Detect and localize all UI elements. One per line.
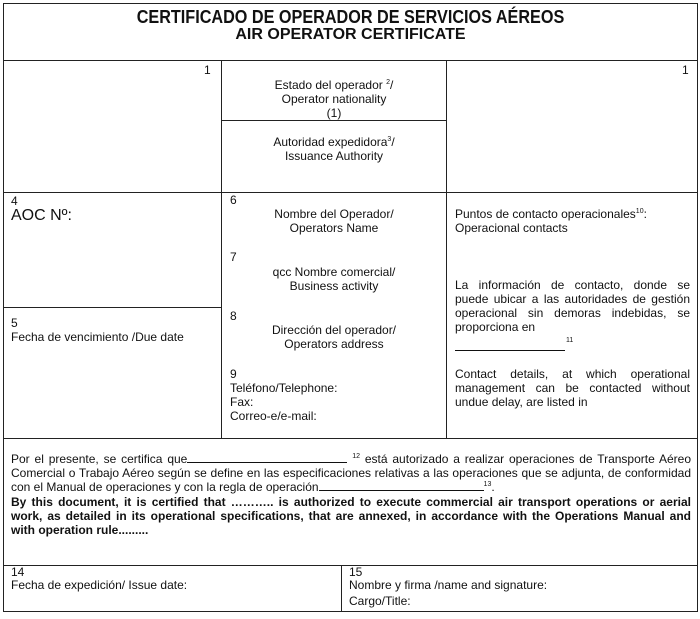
fax-label: Fax: <box>230 395 254 409</box>
business-activity-label: qcc Nombre comercial/ Business activity <box>272 265 396 293</box>
field-number: 1 <box>204 63 211 77</box>
field-number: 7 <box>230 250 237 264</box>
box-1-right <box>446 60 698 193</box>
field-number: 8 <box>230 309 237 323</box>
operational-contacts-label: Puntos de contacto operacionales$^{10}$: Operacional contacts <box>455 207 647 235</box>
contact-reference-line <box>455 336 565 351</box>
field-number: 6 <box>230 193 237 207</box>
email-label: Correo-e/e-mail: <box>230 409 317 423</box>
aoc-number-label: AOC Nº: <box>11 207 72 224</box>
due-date-label: Fecha de vencimiento /Due date <box>11 330 184 344</box>
operator-name-label: Nombre del Operador/ Operators Name <box>274 207 394 235</box>
title-es: CERTIFICADO DE OPERADOR DE SERVICIOS AÉREOS <box>136 7 565 27</box>
title-en: AIR OPERATOR CERTIFICATE <box>235 26 466 43</box>
field-number: 5 <box>11 316 18 330</box>
issue-date-label: Fecha de expedición/ Issue date: <box>11 578 188 592</box>
issuance-authority-label: Autoridad expedidora$^3$/ Issuance Authority <box>273 135 395 163</box>
operator-address-label: Dirección del operador/ Operators address <box>271 323 397 351</box>
field-number: 15 <box>349 565 363 579</box>
contact-info-es: La información de contacto, donde se puede ubicar a las autoridades de gestión operacional sin demoras indebidas, se proporciona en <box>455 278 690 334</box>
box-1-left <box>3 60 222 193</box>
title-label: Cargo/Title: <box>349 594 411 608</box>
operator-nationality-label: Estado del operador $^2$/ Operator nationality (1) <box>274 78 394 120</box>
field-number: 4 <box>11 194 18 208</box>
field-number: 14 <box>11 565 25 579</box>
footnote-11: 11 <box>566 337 574 344</box>
telephone-label: Teléfono/Telephone: <box>230 381 338 395</box>
certification-es: Por el presente, se certifica que $^{12}$ está autorizado a realizar operaciones de Transporte Aéreo Comercial o Trabajo Aéreo según se define en las especificaciones relativas a las operaciones que se adjunta, de conformidad con el Manual de operaciones y con la regla de operación $^{13}$. <box>11 452 691 494</box>
field-number: 9 <box>230 367 237 381</box>
name-signature-label: Nombre y firma /name and signature: <box>349 578 548 592</box>
field-number: 1 <box>682 63 689 77</box>
box-5 <box>3 307 222 439</box>
certification-en: By this document, it is certified that ……….. is authorized to execute commercial air transport operations or aerial work, as detailed in its operational specifications, that are annexed, in accordance with the Operations Manual and with operation rule......... <box>11 495 691 537</box>
contact-info-en: Contact details, at which operational management can be contacted without undue delay, are listed in <box>455 367 690 409</box>
